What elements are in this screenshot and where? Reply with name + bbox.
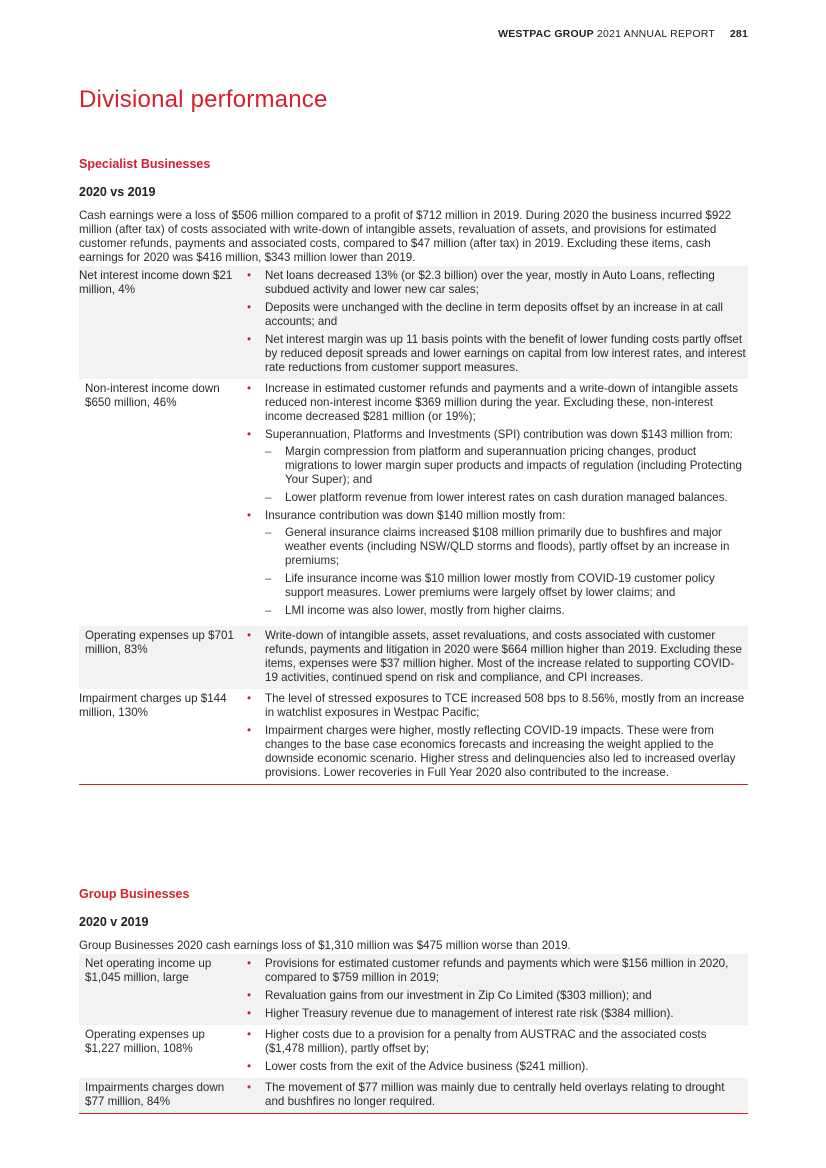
list-item: • Increase in estimated customer refunds and payments and a write-down of intangible assets reduced non-interest income $369 million during the year. Excluding these, non-interest income decreased $281 million (or 19%); xyxy=(247,382,746,424)
section-subheading: 2020 v 2019 xyxy=(79,915,149,929)
header-report: 2021 ANNUAL REPORT xyxy=(596,28,715,40)
list-item: • Higher costs due to a provision for a penalty from AUSTRAC and the associated costs ($1,478 million), partly offset by; xyxy=(247,1028,746,1056)
list-item: • Net interest margin was up 11 basis points with the benefit of lower funding costs partly offset by reduced deposit spreads and lower earnings on capital from low interest rates, and interest rate reductions from customer support measures. xyxy=(247,333,746,375)
sub-list-item: – Margin compression from platform and superannuation pricing changes, product migrations to lower margin super products and impacts of regulation (including Protecting Your Super); and xyxy=(265,445,746,487)
row-label: Net interest income down $21 million, 4% xyxy=(79,266,245,379)
sub-list-item: – General insurance claims increased $108 million primarily due to bushfires and major weather events (including NSW/QLD storms and floods), partly offset by an increase in premiums; xyxy=(265,526,746,568)
section-subheading: 2020 vs 2019 xyxy=(79,185,156,199)
list-item: • Provisions for estimated customer refunds and payments which were $156 million in 2020, compared to $759 million in 2019; xyxy=(247,957,746,985)
table-row xyxy=(79,626,748,689)
row-label: Impairments charges down $77 million, 84% xyxy=(79,1078,245,1114)
list-item-text: Superannuation, Platforms and Investments (SPI) contribution was down $143 million from: xyxy=(265,428,733,441)
row-label: Operating expenses up $1,227 million, 108% xyxy=(85,1028,205,1055)
list-item: • Write-down of intangible assets, asset revaluations, and costs associated with customer refunds, payments and litigation in 2020 were $664 million higher than 2019. Excluding these items, expenses were $37 million higher. Most of the increase related to supporting COVID-19 activities, continued spend on risk and compliance, and CPI increases. xyxy=(247,629,746,685)
list-item: • The level of stressed exposures to TCE increased 508 bps to 8.56%, mostly from an increase in watchlist exposures in Westpac Pacific; xyxy=(247,692,746,720)
table-row xyxy=(79,689,748,785)
bullet-list xyxy=(247,957,746,1021)
bullet-list xyxy=(247,1028,746,1074)
section-heading: Specialist Businesses xyxy=(79,157,211,171)
group-table xyxy=(79,954,748,1114)
table-row xyxy=(79,954,748,1025)
list-item: • Impairment charges were higher, mostly reflecting COVID-19 impacts. These were from changes to the base case economics forecasts and increasing the weight applied to the downside economic scenario. Higher stress and delinquencies also led to increased overlay provisions. Lower recoveries in Full Year 2020 also contributed to the increase. xyxy=(247,724,746,780)
bullet-list xyxy=(247,692,746,780)
table-row xyxy=(79,379,748,626)
bullet-list xyxy=(247,269,746,375)
list-item: • The movement of $77 million was mainly due to centrally held overlays relating to drought and bushfires no longer required. xyxy=(247,1081,746,1109)
sub-list xyxy=(265,445,746,505)
bullet-list xyxy=(247,382,746,618)
list-item-text: Insurance contribution was down $140 million mostly from: xyxy=(265,509,566,522)
specialist-section xyxy=(79,157,748,785)
page-number: 281 xyxy=(729,28,748,40)
sub-list-item: – LMI income was also lower, mostly from higher claims. xyxy=(265,604,746,618)
bullet-list xyxy=(247,1081,746,1109)
sub-list xyxy=(265,526,746,618)
page-title: Divisional performance xyxy=(79,86,328,113)
row-label: Impairment charges up $144 million, 130% xyxy=(79,689,245,785)
list-item: • Higher Treasury revenue due to management of interest rate risk ($384 million). xyxy=(247,1007,746,1021)
bullet-list xyxy=(247,629,746,685)
sub-list-item: – Life insurance income was $10 million lower mostly from COVID-19 customer policy support measures. Lower premiums were largely offset by lower claims; and xyxy=(265,572,746,600)
row-label: Operating expenses up $701 million, 83% xyxy=(79,626,245,689)
list-item: • Net loans decreased 13% (or $2.3 billion) over the year, mostly in Auto Loans, reflecting subdued activity and lower new car sales; xyxy=(247,269,746,297)
page-header xyxy=(498,28,748,40)
row-label: Net operating income up $1,045 million, large xyxy=(79,954,245,1025)
list-item xyxy=(247,509,746,618)
specialist-table xyxy=(79,266,748,785)
section-heading: Group Businesses xyxy=(79,887,190,901)
list-item: • Lower costs from the exit of the Advice business ($241 million). xyxy=(247,1060,746,1074)
list-item: • Revaluation gains from our investment in Zip Co Limited ($303 million); and xyxy=(247,989,746,1003)
list-item: • Deposits were unchanged with the decline in term deposits offset by an increase in at call accounts; and xyxy=(247,301,746,329)
header-brand: WESTPAC GROUP xyxy=(498,28,594,40)
row-label: Non-interest income down $650 million, 46% xyxy=(85,382,220,409)
table-row xyxy=(79,1025,748,1078)
list-item xyxy=(247,428,746,505)
table-row xyxy=(79,1078,748,1114)
table-row xyxy=(79,266,748,379)
sub-list-item: – Lower platform revenue from lower interest rates on cash duration managed balances. xyxy=(265,491,746,505)
group-section xyxy=(79,887,748,1114)
section-intro: Group Businesses 2020 cash earnings loss of $1,310 million was $475 million worse than 2019. xyxy=(79,939,571,952)
section-intro: Cash earnings were a loss of $506 million compared to a profit of $712 million in 2019. During 2020 the business incurred $922 million (after tax) of costs associated with write-down of intangible assets, revaluation of assets, and provisions for estimated customer refunds, payments and associated costs, compared to $47 million (after tax) in 2019. Excluding these items, cash earnings for 2020 was $416 million, $343 million lower than 2019. xyxy=(79,209,732,264)
